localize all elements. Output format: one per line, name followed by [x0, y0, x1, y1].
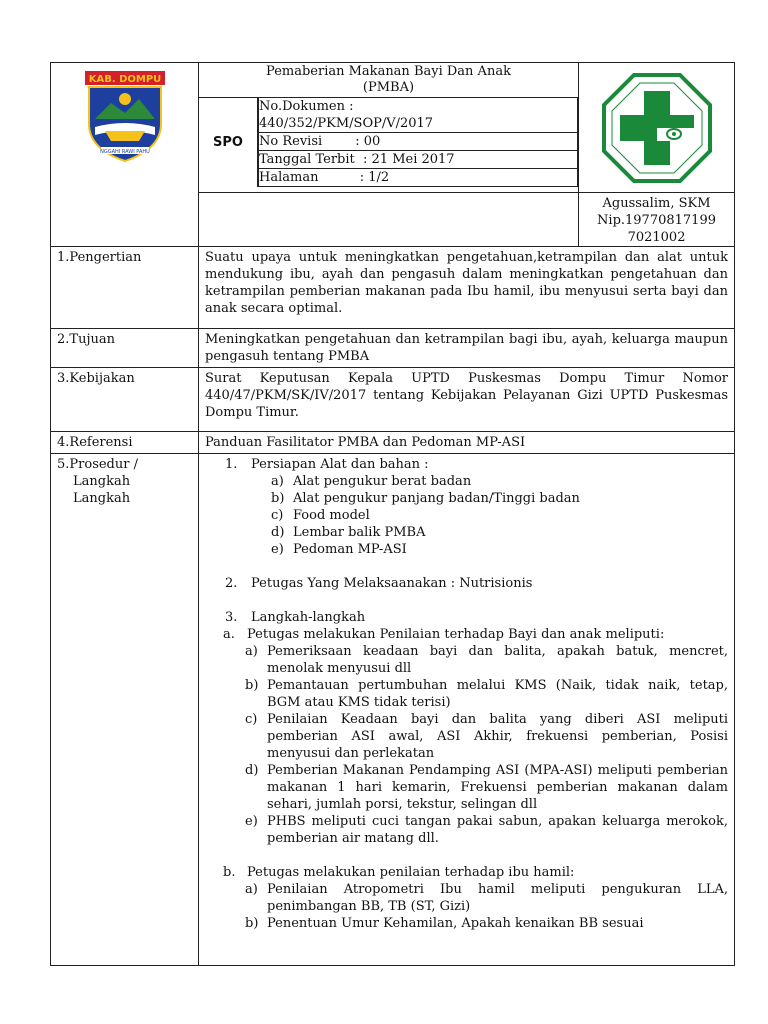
list-item	[271, 541, 728, 558]
step-1: 1. Persiapan Alat dan bahan :	[225, 457, 429, 472]
list-item-marker: e)	[245, 814, 258, 829]
step-1-title: Persiapan Alat dan bahan :	[251, 457, 429, 472]
list-item	[271, 473, 728, 490]
kebijakan-text: Surat Keputusan Kepala UPTD Puskesmas Dompu Timur Nomor 440/47/PKM/SK/IV/2017 tentang Kebijakan Pelayanan Gizi UPTD Puskesmas Dompu Timur.	[199, 368, 735, 432]
list-item-marker: d)	[245, 763, 259, 778]
kab-motto-text: NGGAHI RAWI PAHU	[99, 149, 150, 155]
referensi-label: 4.Referensi	[51, 432, 199, 454]
blank-cell	[199, 193, 579, 247]
puskesmas-logo-cell	[579, 63, 735, 193]
step-3b: b. Petugas melakukan penilaian terhadap ibu hamil:	[223, 864, 728, 881]
spo-label: SPO	[199, 98, 258, 187]
list-item-text: PHBS meliputi cuci tangan pakai sabun, apakan keluarga merokok, pemberian air matang dll.	[267, 814, 729, 846]
kab-dompu-logo	[75, 69, 175, 164]
list-item-marker: d)	[271, 525, 285, 540]
list-item-marker: a)	[271, 474, 284, 489]
list-item-text: Penentuan Umur Kehamilan, Apakah kenaikan BB sesuai	[267, 916, 644, 931]
list-item-text: Pemberian Makanan Pendamping ASI (MPA-ASI) meliputi pemberian makanan 1 hari kemarin, Frekuensi pemberian makanan dalam sehari, jumlah porsi, tekstur, selingan dll	[267, 763, 729, 812]
list-item	[245, 643, 728, 677]
list-item	[245, 881, 728, 915]
prosedur-label: 5.Prosedur / Langkah Langkah	[51, 454, 199, 966]
list-item-marker: b)	[271, 491, 285, 506]
list-item-text: Food model	[293, 508, 370, 523]
list-item-text: Penilaian Keadaan bayi dan balita yang diberi ASI meliputi pemberian ASI awal, ASI Akhir, frekuensi pemberian, Posisi menyusui dan perlekatan	[267, 712, 729, 761]
list-item	[245, 813, 728, 847]
list-item	[245, 677, 728, 711]
step-3-title: Langkah-langkah	[251, 610, 366, 625]
list-item-text: Lembar balik PMBA	[293, 525, 426, 540]
kab-label-text: KAB. DOMPU	[88, 74, 161, 85]
puskesmas-logo	[579, 73, 734, 183]
step-3: 3. Langkah-langkah	[225, 610, 366, 625]
list-item-text: Pemeriksaan keadaan bayi dan balita, apakah batuk, mencret, menolak menyusui dll	[267, 644, 729, 676]
list-item-text: Pemantauan pertumbuhan melalui KMS (Naik, tidak naik, tetap, BGM atau KMS tidak terisi)	[267, 678, 729, 710]
list-item	[245, 762, 728, 813]
pengertian-label: 1.Pengertian	[51, 247, 199, 329]
signer-name: Agussalim, SKM	[602, 196, 711, 211]
spo-table	[50, 62, 735, 966]
step-3a-items	[245, 643, 728, 847]
header-middle	[199, 63, 579, 193]
step-2: 2. Petugas Yang Melaksaanakan : Nutrisionis	[225, 576, 533, 591]
step-3a: a. Petugas melakukan Penilaian terhadap Bayi dan anak meliputi:	[223, 626, 728, 643]
list-item	[271, 507, 728, 524]
step-3b-title: Petugas melakukan penilaian terhadap ibu hamil:	[247, 865, 575, 880]
list-item-text: Alat pengukur panjang badan/Tinggi badan	[293, 491, 580, 506]
spo-document	[50, 62, 734, 966]
list-item	[245, 711, 728, 762]
list-item-marker: c)	[271, 508, 284, 523]
no-dokumen-label: No.Dokumen :	[259, 99, 354, 114]
pengertian-text: Suatu upaya untuk meningkatkan pengetahuan,ketrampilan dan alat untuk mendukung ibu, ayah dan pengasuh dalam meningkatkan pengetahuan dan ketrampilan pemberian makanan pada Ibu hamil, ibu menyusui serta bayi dan anak secara optimal.	[199, 247, 735, 329]
tujuan-label: 2.Tujuan	[51, 329, 199, 368]
list-item-marker: b)	[245, 916, 259, 931]
list-item-marker: a)	[245, 644, 258, 659]
step-3a-title: Petugas melakukan Penilaian terhadap Bayi dan anak meliputi:	[247, 627, 665, 642]
step-3b-items	[245, 881, 728, 932]
list-item-text: Alat pengukur berat badan	[293, 474, 472, 489]
document-title: Pemaberian Makanan Bayi Dan Anak (PMBA)	[199, 63, 578, 98]
tanggal-terbit: Tanggal Terbit : 21 Mei 2017	[259, 151, 578, 169]
list-item-marker: b)	[245, 678, 259, 693]
list-item-marker: c)	[245, 712, 258, 727]
list-item-marker: a)	[245, 882, 258, 897]
signer-nip: Nip.19770817199	[597, 213, 716, 228]
step-1-items	[271, 473, 728, 558]
list-item-marker: e)	[271, 542, 284, 557]
referensi-text: Panduan Fasilitator PMBA dan Pedoman MP-ASI	[199, 432, 735, 454]
step-2-title: Petugas Yang Melaksaanakan : Nutrisionis	[251, 576, 533, 591]
no-dokumen-value: 440/352/PKM/SOP/V/2017	[259, 116, 434, 131]
list-item-text: Pedoman MP-ASI	[293, 542, 407, 557]
kebijakan-label: 3.Kebijakan	[51, 368, 199, 432]
tujuan-text: Meningkatkan pengetahuan dan ketrampilan bagi ibu, ayah, keluarga maupun pengasuh tentang PMBA	[199, 329, 735, 368]
kab-dompu-logo-cell	[51, 63, 199, 247]
list-item	[271, 490, 728, 507]
list-item-text: Penilaian Atropometri Ibu hamil meliputi pengukuran LLA, penimbangan BB, TB (ST, Gizi)	[267, 882, 729, 914]
signer-nip-2: 7021002	[627, 230, 686, 245]
list-item	[245, 915, 728, 932]
signer-cell	[579, 193, 735, 247]
no-revisi: No Revisi : 00	[259, 133, 578, 151]
list-item	[271, 524, 728, 541]
prosedur-content	[199, 454, 735, 966]
halaman: Halaman : 1/2	[259, 169, 578, 187]
